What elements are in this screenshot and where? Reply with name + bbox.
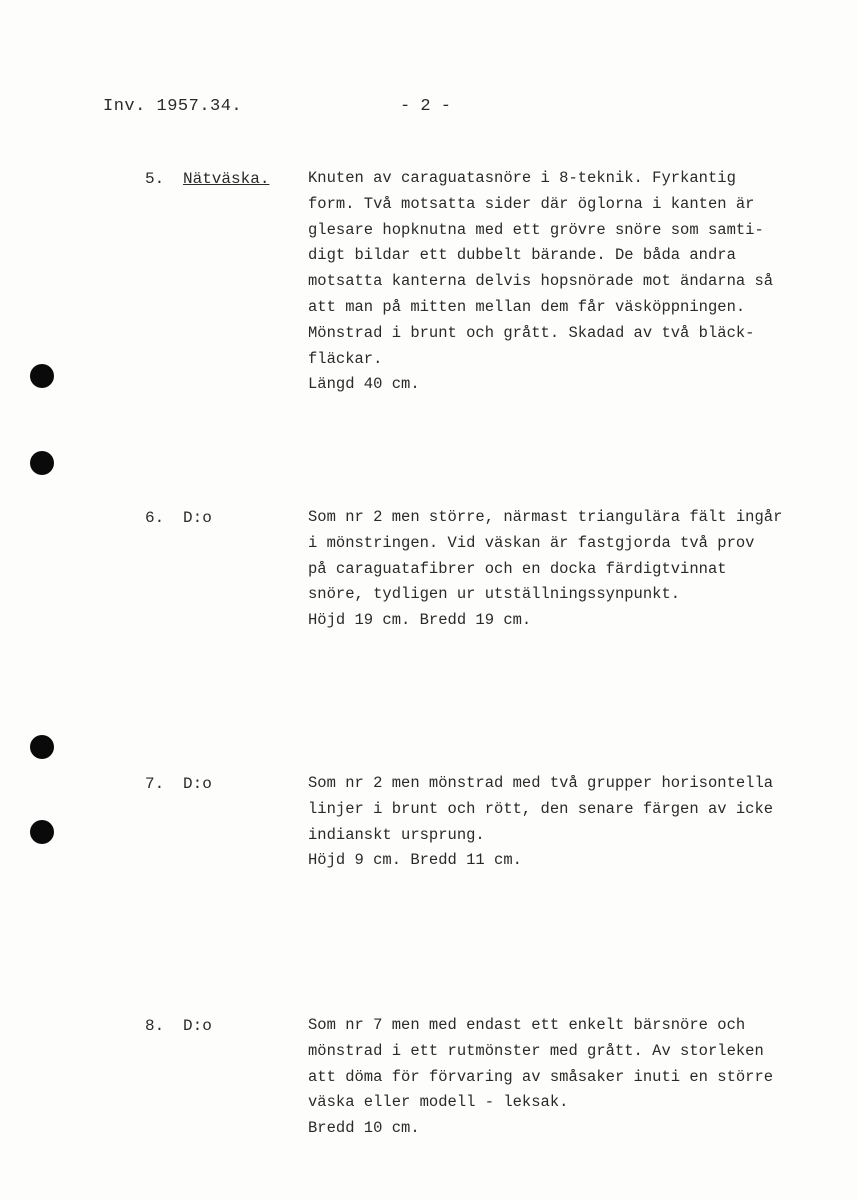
entry-label: D:o: [183, 775, 212, 793]
text-line: Mönstrad i brunt och grått. Skadad av två bläck-: [308, 323, 755, 342]
text-line: Höjd 19 cm. Bredd 19 cm.: [308, 611, 532, 630]
punch-hole: [30, 364, 54, 388]
entry-number: 6.: [145, 509, 165, 527]
page-number: - 2 -: [400, 97, 452, 116]
text-line: Längd 40 cm.: [308, 375, 420, 394]
entry-label: D:o: [183, 509, 212, 527]
text-line: snöre, tydligen ur utställningssynpunkt.: [308, 585, 681, 604]
text-line: Som nr 7 men med endast ett enkelt bärsnöre och: [308, 1016, 746, 1034]
text-line: att man på mitten mellan dem får väsköppningen.: [308, 297, 746, 316]
text-line: att döma för förvaring av småsaker inuti en större: [308, 1067, 774, 1086]
entry-description: [308, 166, 853, 398]
text-line: på caraguatafibrer och en docka färdigtvinnat: [308, 559, 727, 578]
punch-hole: [30, 451, 54, 475]
text-line: fläckar.: [308, 349, 383, 368]
entry-number: 8.: [145, 1017, 165, 1035]
text-line: Höjd 9 cm. Bredd 11 cm.: [308, 851, 522, 870]
entry-number: 5.: [145, 170, 165, 188]
punch-hole: [30, 735, 54, 759]
text-line: i mönstringen. Vid väskan är fastgjorda två prov: [308, 533, 755, 552]
text-line: digt bildar ett dubbelt bärande. De båda andra: [308, 246, 736, 265]
text-line: motsatta kanterna delvis hopsnörade mot ändarna så: [308, 272, 774, 291]
text-line: glesare hopknutna med ett grövre snöre som samti-: [308, 220, 764, 239]
entry-label: D:o: [183, 1017, 212, 1035]
text-line: Som nr 2 men mönstrad med två grupper horisontella: [308, 774, 774, 792]
inventory-number: Inv. 1957.34.: [103, 97, 243, 116]
text-line: mönstrad i ett rutmönster med grått. Av storleken: [308, 1041, 764, 1060]
text-line: Som nr 2 men större, närmast triangulära fält ingår: [308, 508, 783, 526]
entry-description: [308, 1013, 853, 1142]
text-line: Bredd 10 cm.: [308, 1119, 420, 1138]
text-line: Knuten av caraguatasnöre i 8-teknik. Fyrkantig: [308, 169, 736, 187]
entry-number: 7.: [145, 775, 165, 793]
text-line: väska eller modell - leksak.: [308, 1093, 569, 1112]
entry-description: [308, 771, 853, 874]
text-line: form. Två motsatta sider där öglorna i kanten är: [308, 194, 755, 213]
text-line: linjer i brunt och rött, den senare färgen av icke: [308, 799, 774, 818]
entry-label: Nätväska.: [183, 170, 270, 188]
punch-hole: [30, 820, 54, 844]
text-line: indianskt ursprung.: [308, 825, 485, 844]
entry-description: [308, 505, 853, 634]
